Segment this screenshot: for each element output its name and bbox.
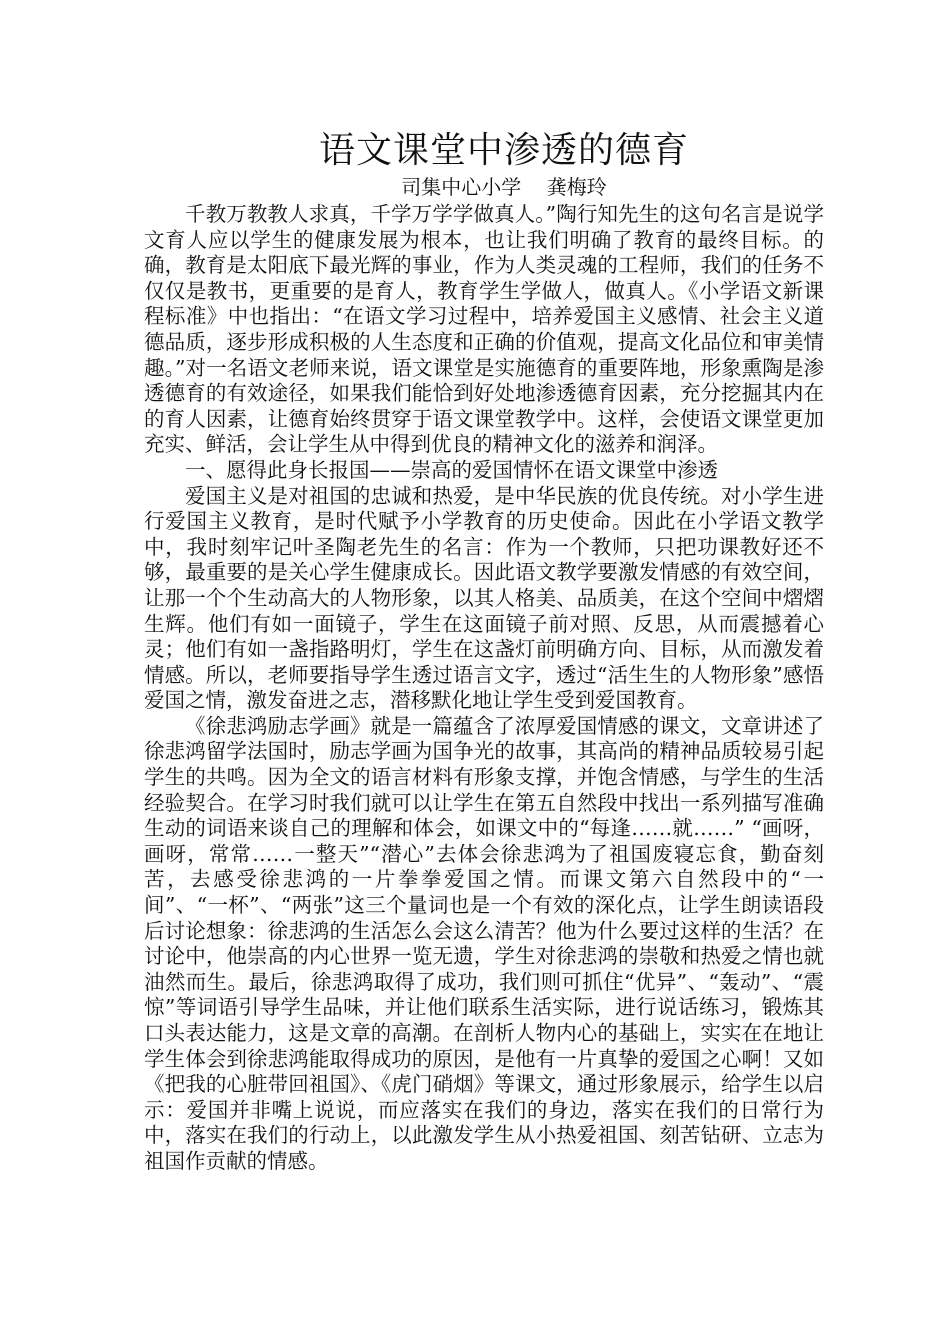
body-paragraph: 爱国主义是对祖国的忠诚和热爱，是中华民族的优良传统。对小学生进行爱国主义教育，是时代赋予小学教育的历史使命。因此在小学语文教学中，我时刻牢记叶圣陶老先生的名言：作为一个教师，只把功课教好还不够，最重要的是关心学生健康成长。因此语文教学要激发情感的有效空间，让那一个个生动高大的人物形象，以其人格美、品质美，在这个空间中熠熠生辉。他们有如一面镜子，学生在这面镜子前对照、反思，从而震撼着心灵；他们有如一盏指路明灯，学生在这盏灯前明确方向、目标，从而激发着情感。所以，老师要指导学生透过语言文字，透过“活生生的人物形象”感悟爱国之情，激发奋进之志，潜移默化地让学生受到爱国教育。: [144, 483, 824, 713]
intro-paragraph: 千教万教教人求真，千学万学学做真人。”陶行知先生的这句名言是说学文育人应以学生的健康发展为根本，也让我们明确了教育的最终目标。的确，教育是太阳底下最光辉的事业，作为人类灵魂的工程师，我们的任务不仅仅是教书，更重要的是育人，教育学生学做人，做真人。《小学语文新课程标准》中也指出：“在语文学习过程中，培养爱国主义感情、社会主义道德品质，逐步形成积极的人生态度和正确的价值观，提高文化品位和审美情趣。”对一名语文老师来说，语文课堂是实施德育的重要阵地，形象熏陶是渗透德育的有效途径，如果我们能恰到好处地渗透德育因素，充分挖掘其内在的育人因素，让德育始终贯穿于语文课堂教学中。这样，会使语文课堂更加充实、鲜活，会让学生从中得到优良的精神文化的滋养和润泽。: [144, 202, 824, 457]
body-paragraph: 《徐悲鸿励志学画》就是一篇蕴含了浓厚爱国情感的课文，文章讲述了徐悲鸿留学法国时，励志学画为国争光的故事，其高尚的精神品质较易引起学生的共鸣。因为全文的语言材料有形象支撑，并饱含情感，与学生的生活经验契合。在学习时我们就可以让学生在第五自然段中找出一系列描写准确生动的词语来谈自己的理解和体会，如课文中的“每逢……就……” “画呀，画呀，常常……一整天”“潜心”去体会徐悲鸿为了祖国废寝忘食，勤奋刻苦，去感受徐悲鸿的一片拳拳爱国之情。而课文第六自然段中的“一间”、“一杯”、“两张”这三个量词也是一个有效的深化点，让学生朗读语段后讨论想象：徐悲鸿的生活怎么会这么清苦？他为什么要过这样的生活？在讨论中，他崇高的内心世界一览无遗，学生对徐悲鸿的崇敬和热爱之情也就油然而生。最后，徐悲鸿取得了成功，我们则可抓住“优异”、“轰动”、“震惊”等词语引导学生品味，并让他们联系生活实际，进行说话练习，锻炼其口头表达能力，这是文章的高潮。在剖析人物内心的基础上，实实在在地让学生体会到徐悲鸿能取得成功的原因，是他有一片真挚的爱国之心啊！又如《把我的心脏带回祖国》、《虎门硝烟》等课文，通过形象展示，给学生以启示：爱国并非嘴上说说，而应落实在我们的身边，落实在我们的日常行为中，落实在我们的行动上，以此激发学生从小热爱祖国、刻苦钻研、立志为祖国作贡献的情感。: [144, 713, 824, 1173]
document-author: 司集中心小学 龚梅玲: [401, 175, 607, 199]
document-page: [144, 128, 824, 1175]
document-title: 语文课堂中渗透的德育: [318, 130, 689, 171]
section-heading: 一、愿得此身长报国——崇高的爱国情怀在语文课堂中渗透: [185, 457, 718, 482]
